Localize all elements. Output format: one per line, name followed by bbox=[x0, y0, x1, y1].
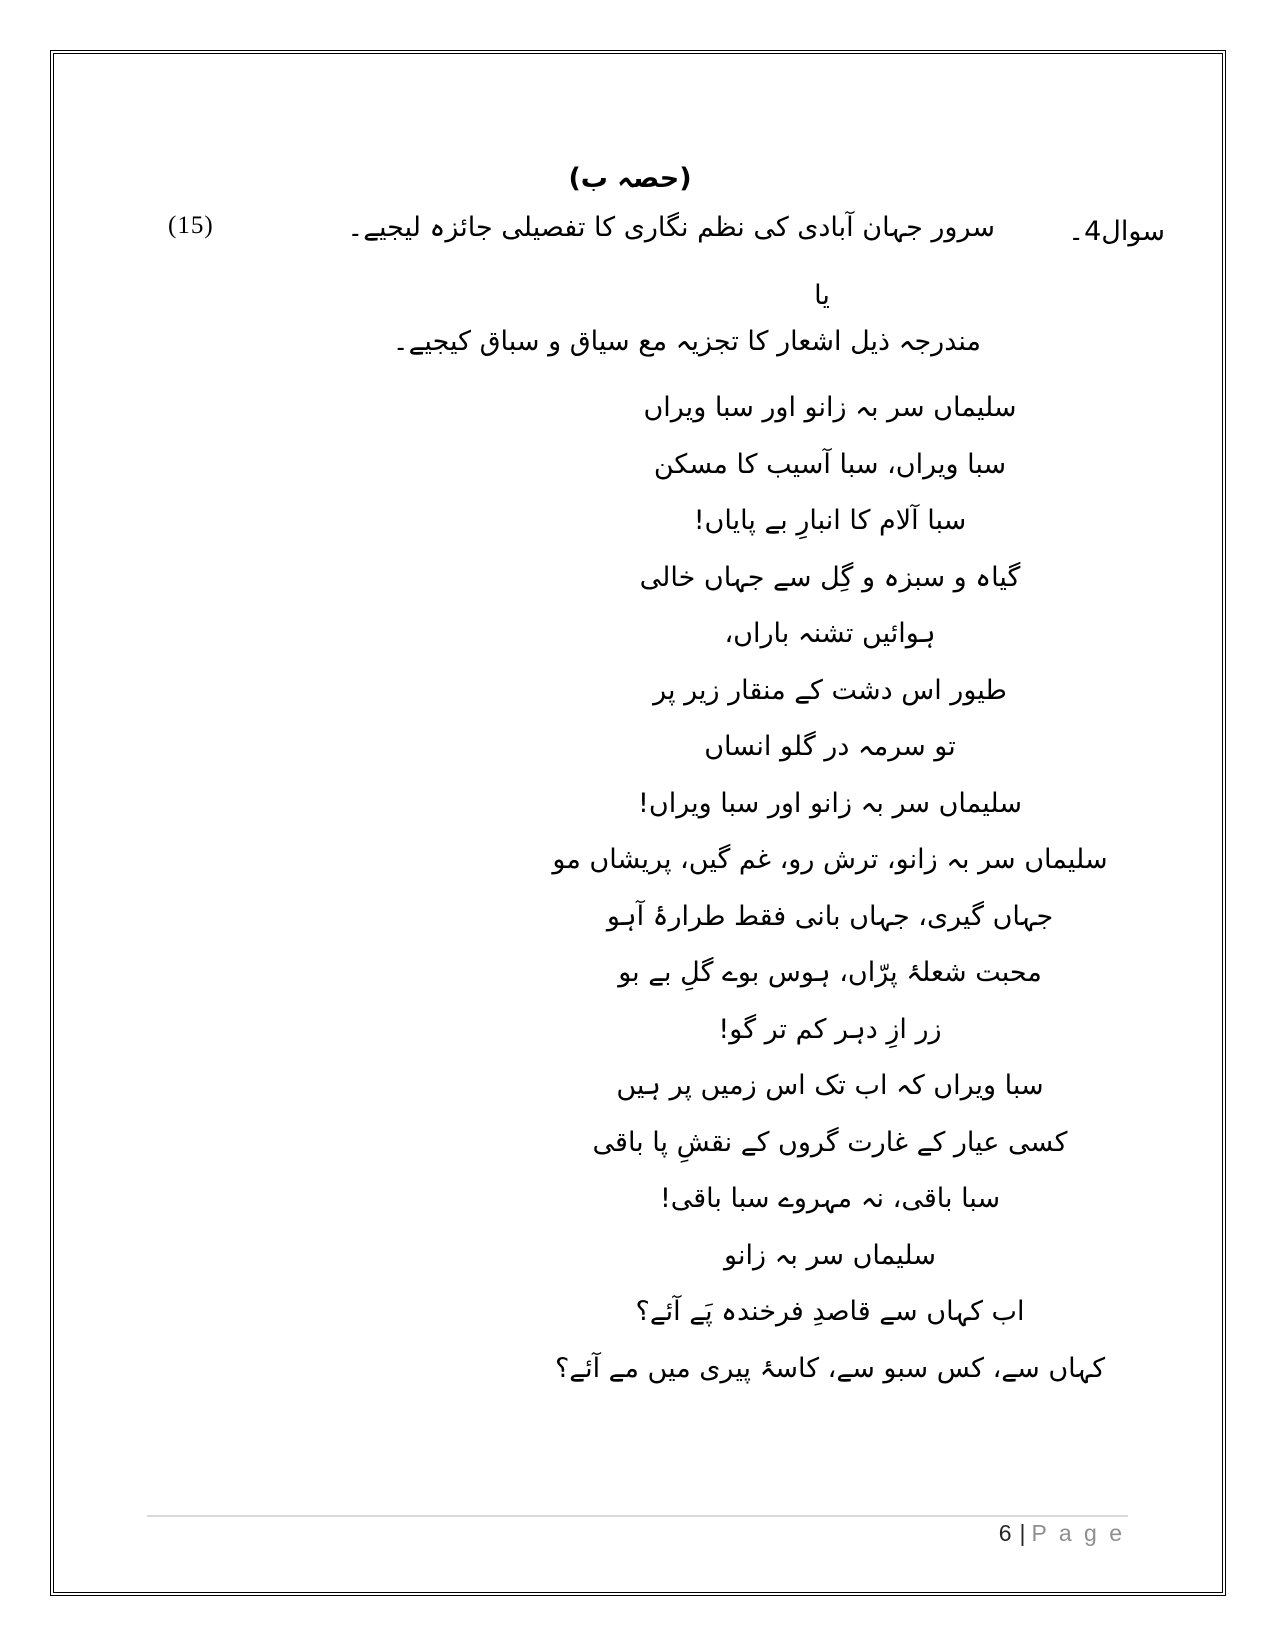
poem-line: تو سرمہ در گلو انساں bbox=[704, 731, 956, 762]
poem-line: جہاں گیری، جہاں بانی فقط طرارۂ آہو bbox=[606, 900, 1054, 932]
footer-divider bbox=[147, 1515, 1128, 1517]
page-footer bbox=[999, 1520, 1125, 1547]
poem-line: سلیماں سر بہ زانو، ترش رو، غم گیں، پریشاں مو bbox=[552, 844, 1108, 875]
poem-line: سلیماں سر بہ زانو اور سبا ویراں bbox=[643, 392, 1017, 423]
instruction-text: مندرجہ ذیل اشعار کا تجزیہ مع سیاق و سباق کیجیے۔ bbox=[392, 326, 981, 357]
question-number-label: سوال4۔ bbox=[1068, 216, 1165, 247]
poem-line: زر ازِ دہر کم تر گو! bbox=[718, 1013, 942, 1045]
footer-page-label: P a g e bbox=[1031, 1520, 1125, 1546]
poem-line: سبا ویراں کہ اب تک اس زمیں پر ہیں bbox=[616, 1070, 1044, 1101]
poem-line: طیور اس دشت کے منقار زیر پر bbox=[653, 674, 1007, 706]
poem-line: کسی عیار کے غارت گروں کے نقشِ پا باقی bbox=[592, 1126, 1068, 1158]
poem bbox=[430, 380, 1230, 1397]
question-marks: (15) bbox=[168, 212, 214, 239]
footer-separator: | bbox=[1019, 1520, 1026, 1546]
or-separator: یا bbox=[814, 280, 830, 311]
poem-line: ہوائیں تشنہ باراں، bbox=[724, 618, 936, 649]
section-title: (حصہ ب) bbox=[568, 163, 692, 194]
question-text: سرور جہان آبادی کی نظم نگاری کا تفصیلی جائزہ لیجیے۔ bbox=[347, 212, 995, 243]
poem-line: سلیماں سر بہ زانو اور سبا ویراں! bbox=[638, 787, 1022, 819]
poem-line: سبا باقی، نہ مہروے سبا باقی! bbox=[659, 1183, 1001, 1214]
poem-line: گیاہ و سبزہ و گِل سے جہاں خالی bbox=[639, 561, 1021, 593]
poem-line: کہاں سے، کس سبو سے، کاسۂ پیری میں مے آئے؟ bbox=[554, 1352, 1106, 1384]
page-number: 6 bbox=[998, 1520, 1012, 1546]
poem-line: سبا آلام کا انبارِ بے پایاں! bbox=[693, 505, 967, 536]
poem-line: سلیماں سر بہ زانو bbox=[724, 1239, 936, 1271]
poem-line: سبا ویراں، سبا آسیب کا مسکن bbox=[653, 448, 1007, 480]
poem-line: اب کہاں سے قاصدِ فرخندہ پَے آئے؟ bbox=[635, 1296, 1025, 1327]
poem-line: محبت شعلۂ پرّاں، ہوس بوے گلِ بے بو bbox=[618, 957, 1042, 988]
